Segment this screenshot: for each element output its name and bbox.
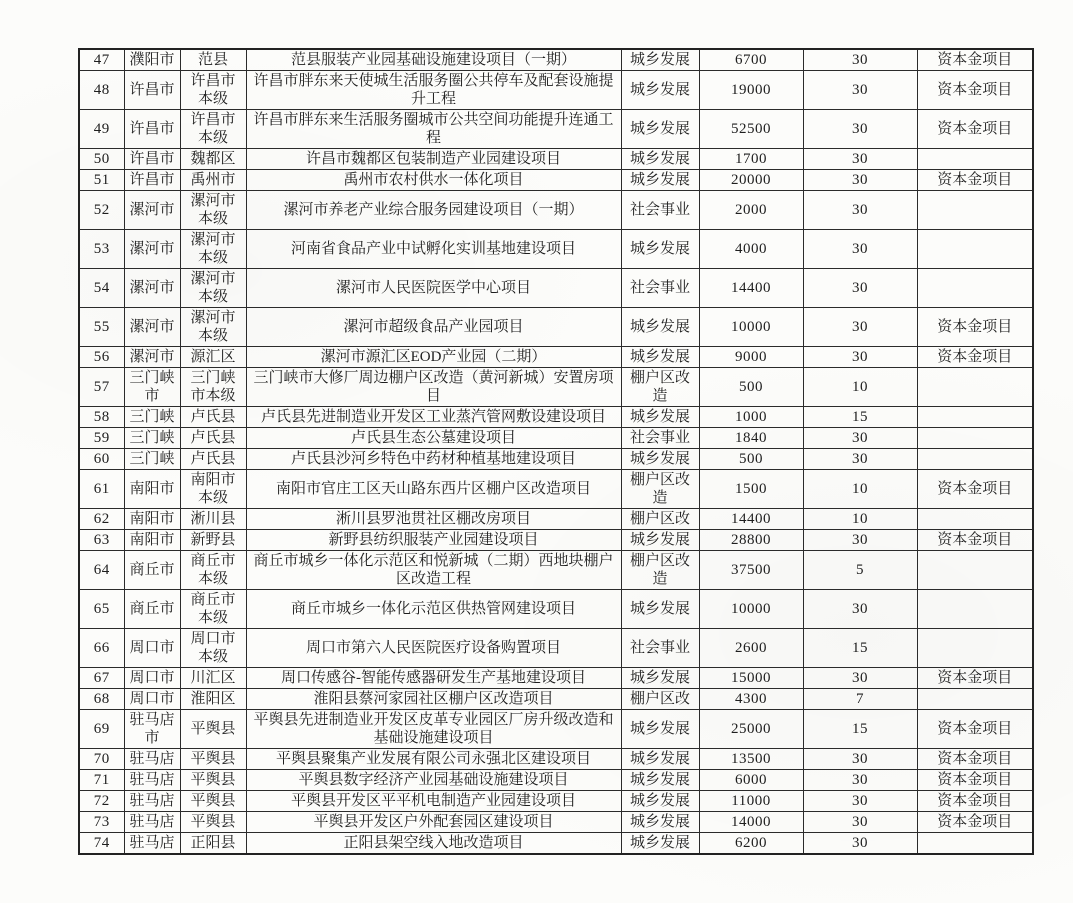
table-row [79,49,1033,71]
cell-category: 城乡发展 [621,71,699,110]
cell-amount: 2000 [699,191,803,230]
cell-ratio: 30 [803,49,917,71]
cell-amount: 500 [699,449,803,470]
cell-note: 资本金项目 [917,170,1033,191]
cell-project: 许昌市胖东来天使城生活服务圈公共停车及配套设施提升工程 [246,71,621,110]
cell-amount: 10000 [699,308,803,347]
cell-ratio: 30 [803,71,917,110]
cell-ratio: 30 [803,269,917,308]
cell-amount: 6000 [699,770,803,791]
cell-no: 61 [79,470,124,509]
cell-amount: 13500 [699,749,803,770]
cell-city: 濮阳市 [124,49,180,71]
cell-no: 67 [79,668,124,689]
cell-note: 资本金项目 [917,347,1033,368]
cell-project: 漯河市养老产业综合服务园建设项目（一期） [246,191,621,230]
table-row [79,170,1033,191]
table-row [79,833,1033,855]
cell-ratio: 15 [803,407,917,428]
cell-county: 平舆县 [180,770,246,791]
cell-ratio: 30 [803,749,917,770]
cell-city: 漯河市 [124,269,180,308]
table-row [79,191,1033,230]
cell-city: 驻马店 [124,812,180,833]
cell-category: 城乡发展 [621,170,699,191]
cell-county: 新野县 [180,530,246,551]
cell-project: 周口传感谷-智能传感器研发生产基地建设项目 [246,668,621,689]
cell-amount: 14400 [699,269,803,308]
cell-project: 范县服装产业园基础设施建设项目（一期） [246,49,621,71]
cell-project: 平舆县开发区平平机电制造产业园建设项目 [246,791,621,812]
cell-category: 城乡发展 [621,530,699,551]
cell-project: 禹州市农村供水一体化项目 [246,170,621,191]
cell-county: 三门峡市本级 [180,368,246,407]
cell-county: 平舆县 [180,749,246,770]
cell-ratio: 30 [803,833,917,855]
cell-city: 三门峡 [124,449,180,470]
cell-county: 漯河市本级 [180,308,246,347]
cell-no: 54 [79,269,124,308]
table-row [79,530,1033,551]
cell-city: 周口市 [124,668,180,689]
table-row [79,71,1033,110]
cell-ratio: 30 [803,791,917,812]
cell-category: 城乡发展 [621,770,699,791]
cell-note: 资本金项目 [917,49,1033,71]
cell-project: 淮阳县蔡河家园社区棚户区改造项目 [246,689,621,710]
cell-county: 漯河市本级 [180,269,246,308]
cell-note [917,428,1033,449]
cell-note [917,449,1033,470]
cell-amount: 9000 [699,347,803,368]
cell-category: 城乡发展 [621,449,699,470]
cell-no: 59 [79,428,124,449]
cell-no: 73 [79,812,124,833]
cell-no: 52 [79,191,124,230]
cell-city: 驻马店 [124,770,180,791]
cell-no: 64 [79,551,124,590]
cell-ratio: 30 [803,770,917,791]
cell-no: 53 [79,230,124,269]
cell-amount: 15000 [699,668,803,689]
cell-category: 城乡发展 [621,110,699,149]
cell-project: 三门峡市大修厂周边棚户区改造（黄河新城）安置房项目 [246,368,621,407]
cell-ratio: 30 [803,668,917,689]
cell-no: 70 [79,749,124,770]
cell-category: 棚户区改 [621,509,699,530]
cell-category: 城乡发展 [621,49,699,71]
table-row [79,590,1033,629]
cell-city: 漯河市 [124,347,180,368]
cell-category: 棚户区改造 [621,470,699,509]
cell-county: 商丘市本级 [180,551,246,590]
cell-ratio: 30 [803,191,917,230]
table-row [79,551,1033,590]
cell-city: 三门峡 [124,428,180,449]
cell-amount: 1840 [699,428,803,449]
cell-county: 卢氏县 [180,407,246,428]
cell-note [917,833,1033,855]
cell-no: 74 [79,833,124,855]
cell-category: 城乡发展 [621,149,699,170]
cell-county: 许昌市本级 [180,110,246,149]
cell-no: 58 [79,407,124,428]
cell-no: 65 [79,590,124,629]
cell-project: 平舆县数字经济产业园基础设施建设项目 [246,770,621,791]
cell-ratio: 30 [803,428,917,449]
cell-category: 城乡发展 [621,833,699,855]
cell-no: 47 [79,49,124,71]
cell-note [917,368,1033,407]
cell-no: 49 [79,110,124,149]
project-table-body [79,49,1033,854]
cell-ratio: 30 [803,149,917,170]
cell-county: 卢氏县 [180,449,246,470]
cell-county: 淮阳区 [180,689,246,710]
cell-project: 淅川县罗池贯社区棚改房项目 [246,509,621,530]
cell-project: 卢氏县先进制造业开发区工业蒸汽管网敷设建设项目 [246,407,621,428]
table-row [79,812,1033,833]
cell-city: 驻马店市 [124,710,180,749]
cell-project: 河南省食品产业中试孵化实训基地建设项目 [246,230,621,269]
cell-note: 资本金项目 [917,530,1033,551]
cell-note: 资本金项目 [917,110,1033,149]
cell-amount: 25000 [699,710,803,749]
table-row [79,347,1033,368]
cell-amount: 6200 [699,833,803,855]
cell-project: 新野县纺织服装产业园建设项目 [246,530,621,551]
table-row [79,308,1033,347]
cell-amount: 28800 [699,530,803,551]
cell-no: 60 [79,449,124,470]
cell-category: 城乡发展 [621,347,699,368]
cell-county: 商丘市本级 [180,590,246,629]
cell-county: 南阳市本级 [180,470,246,509]
cell-project: 南阳市官庄工区天山路东西片区棚户区改造项目 [246,470,621,509]
cell-county: 平舆县 [180,812,246,833]
cell-category: 城乡发展 [621,668,699,689]
cell-note [917,590,1033,629]
cell-amount: 14400 [699,509,803,530]
cell-city: 三门峡市 [124,368,180,407]
cell-project: 周口市第六人民医院医疗设备购置项目 [246,629,621,668]
cell-ratio: 30 [803,590,917,629]
cell-county: 许昌市本级 [180,71,246,110]
cell-amount: 1500 [699,470,803,509]
table-row [79,368,1033,407]
cell-county: 源汇区 [180,347,246,368]
cell-ratio: 10 [803,509,917,530]
cell-ratio: 15 [803,710,917,749]
project-table [78,48,1034,855]
table-row [79,269,1033,308]
cell-city: 南阳市 [124,509,180,530]
cell-note: 资本金项目 [917,710,1033,749]
cell-city: 漯河市 [124,191,180,230]
cell-city: 许昌市 [124,71,180,110]
cell-city: 周口市 [124,629,180,668]
cell-amount: 1000 [699,407,803,428]
cell-county: 禹州市 [180,170,246,191]
table-row [79,470,1033,509]
cell-amount: 6700 [699,49,803,71]
cell-project: 商丘市城乡一体化示范区供热管网建设项目 [246,590,621,629]
table-row [79,449,1033,470]
cell-ratio: 5 [803,551,917,590]
cell-project: 漯河市人民医院医学中心项目 [246,269,621,308]
cell-no: 51 [79,170,124,191]
cell-ratio: 30 [803,812,917,833]
cell-county: 漯河市本级 [180,230,246,269]
cell-no: 57 [79,368,124,407]
cell-category: 城乡发展 [621,812,699,833]
cell-note: 资本金项目 [917,308,1033,347]
cell-project: 平舆县开发区户外配套园区建设项目 [246,812,621,833]
table-row [79,149,1033,170]
cell-county: 漯河市本级 [180,191,246,230]
cell-city: 周口市 [124,689,180,710]
table-row [79,230,1033,269]
cell-ratio: 30 [803,530,917,551]
table-row [79,791,1033,812]
table-row [79,110,1033,149]
cell-category: 棚户区改 [621,689,699,710]
cell-city: 南阳市 [124,530,180,551]
cell-category: 棚户区改造 [621,368,699,407]
cell-note: 资本金项目 [917,470,1033,509]
cell-county: 范县 [180,49,246,71]
cell-project: 卢氏县生态公墓建设项目 [246,428,621,449]
table-row [79,710,1033,749]
cell-note [917,689,1033,710]
cell-amount: 52500 [699,110,803,149]
table-row [79,749,1033,770]
cell-county: 平舆县 [180,791,246,812]
cell-city: 漯河市 [124,230,180,269]
cell-category: 城乡发展 [621,230,699,269]
cell-ratio: 15 [803,629,917,668]
cell-city: 商丘市 [124,590,180,629]
cell-amount: 2600 [699,629,803,668]
cell-amount: 19000 [699,71,803,110]
cell-category: 城乡发展 [621,710,699,749]
cell-note [917,230,1033,269]
cell-ratio: 10 [803,470,917,509]
cell-city: 驻马店 [124,749,180,770]
cell-no: 50 [79,149,124,170]
cell-ratio: 30 [803,308,917,347]
cell-category: 城乡发展 [621,308,699,347]
cell-county: 川汇区 [180,668,246,689]
cell-category: 城乡发展 [621,590,699,629]
table-row [79,509,1033,530]
cell-category: 城乡发展 [621,407,699,428]
cell-amount: 14000 [699,812,803,833]
cell-category: 棚户区改造 [621,551,699,590]
cell-note: 资本金项目 [917,770,1033,791]
cell-ratio: 30 [803,170,917,191]
cell-category: 社会事业 [621,191,699,230]
cell-city: 许昌市 [124,110,180,149]
cell-no: 55 [79,308,124,347]
cell-note: 资本金项目 [917,749,1033,770]
cell-project: 许昌市魏都区包装制造产业园建设项目 [246,149,621,170]
cell-project: 漯河市超级食品产业园项目 [246,308,621,347]
cell-no: 69 [79,710,124,749]
cell-ratio: 30 [803,449,917,470]
cell-category: 城乡发展 [621,749,699,770]
table-row [79,407,1033,428]
cell-no: 63 [79,530,124,551]
cell-note [917,407,1033,428]
cell-category: 城乡发展 [621,791,699,812]
cell-city: 许昌市 [124,170,180,191]
cell-note [917,509,1033,530]
cell-no: 56 [79,347,124,368]
cell-county: 周口市本级 [180,629,246,668]
cell-project: 漯河市源汇区EOD产业园（二期） [246,347,621,368]
cell-ratio: 7 [803,689,917,710]
cell-no: 68 [79,689,124,710]
cell-county: 正阳县 [180,833,246,855]
cell-no: 72 [79,791,124,812]
cell-project: 商丘市城乡一体化示范区和悦新城（二期）西地块棚户区改造工程 [246,551,621,590]
cell-city: 漯河市 [124,308,180,347]
table-row [79,770,1033,791]
cell-note [917,551,1033,590]
cell-project: 平舆县聚集产业发展有限公司永强北区建设项目 [246,749,621,770]
cell-ratio: 30 [803,110,917,149]
cell-project: 许昌市胖东来生活服务圈城市公共空间功能提升连通工程 [246,110,621,149]
cell-note: 资本金项目 [917,812,1033,833]
cell-note: 资本金项目 [917,791,1033,812]
cell-no: 48 [79,71,124,110]
table-row [79,428,1033,449]
cell-note: 资本金项目 [917,71,1033,110]
cell-amount: 500 [699,368,803,407]
cell-county: 淅川县 [180,509,246,530]
table-row [79,629,1033,668]
cell-city: 南阳市 [124,470,180,509]
cell-no: 71 [79,770,124,791]
cell-ratio: 30 [803,230,917,269]
cell-county: 平舆县 [180,710,246,749]
cell-city: 驻马店 [124,833,180,855]
cell-category: 社会事业 [621,428,699,449]
table-row [79,668,1033,689]
cell-amount: 1700 [699,149,803,170]
cell-amount: 4000 [699,230,803,269]
cell-category: 社会事业 [621,629,699,668]
cell-project: 平舆县先进制造业开发区皮革专业园区厂房升级改造和基础设施建设项目 [246,710,621,749]
cell-city: 三门峡 [124,407,180,428]
cell-county: 卢氏县 [180,428,246,449]
cell-category: 社会事业 [621,269,699,308]
project-table-container [78,48,1032,855]
cell-note [917,629,1033,668]
cell-note [917,149,1033,170]
cell-no: 66 [79,629,124,668]
table-row [79,689,1033,710]
cell-amount: 10000 [699,590,803,629]
cell-project: 正阳县架空线入地改造项目 [246,833,621,855]
cell-amount: 4300 [699,689,803,710]
cell-city: 商丘市 [124,551,180,590]
cell-no: 62 [79,509,124,530]
cell-amount: 11000 [699,791,803,812]
cell-project: 卢氏县沙河乡特色中药材种植基地建设项目 [246,449,621,470]
cell-note [917,191,1033,230]
cell-amount: 37500 [699,551,803,590]
cell-city: 许昌市 [124,149,180,170]
cell-note [917,269,1033,308]
cell-city: 驻马店 [124,791,180,812]
cell-amount: 20000 [699,170,803,191]
cell-ratio: 30 [803,347,917,368]
cell-ratio: 10 [803,368,917,407]
cell-county: 魏都区 [180,149,246,170]
cell-note: 资本金项目 [917,668,1033,689]
